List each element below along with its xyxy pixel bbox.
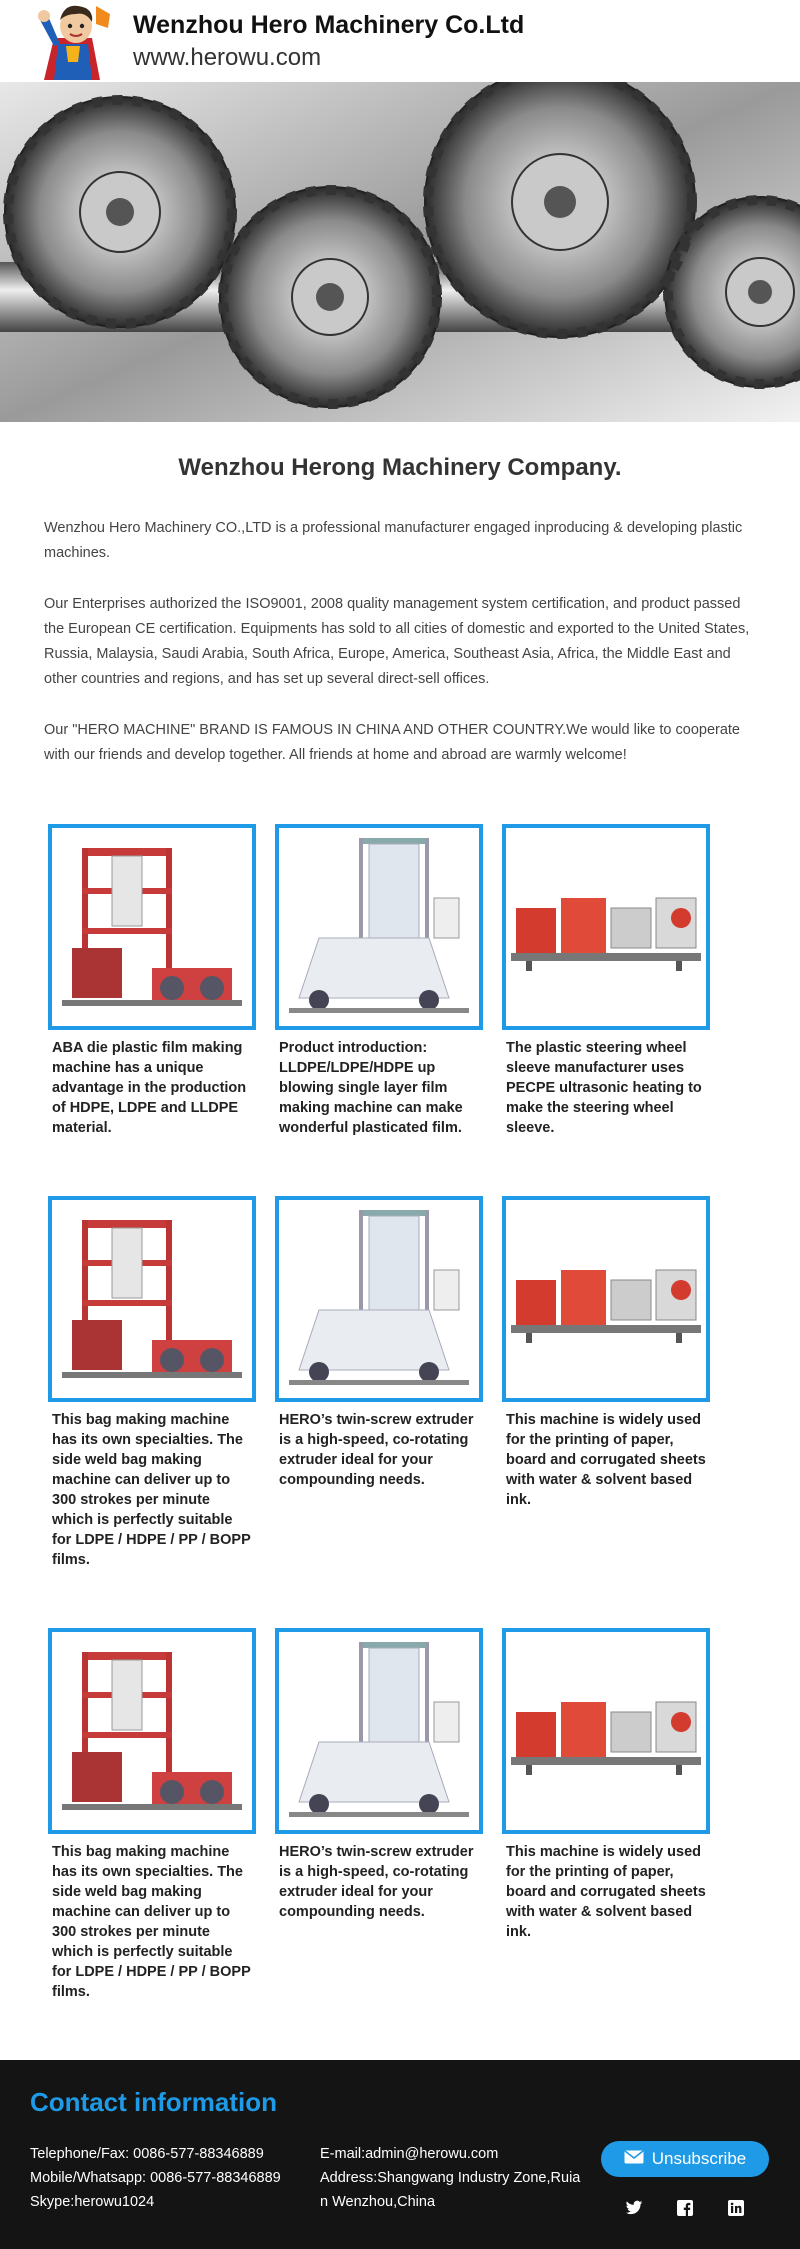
product-caption: ABA die plastic film making machine has a unique advantage in the production of HDPE, LDPE and LLDPE material. (52, 1040, 247, 1136)
product-row (48, 824, 800, 1138)
intro-paragraph: Our "HERO MACHINE" BRAND IS FAMOUS IN CHINA AND OTHER COUNTRY.We would like to cooperate with our friends and develop together. All friends at home and abroad are warmly welcome! (44, 722, 740, 763)
product-card[interactable] (48, 1628, 256, 2002)
contact-footer (0, 2060, 800, 2249)
film-blowing-machine-white-image[interactable] (275, 1628, 483, 1834)
company-title: Wenzhou Hero Machinery Co.Ltd (133, 11, 525, 39)
products-grid (0, 794, 800, 2002)
product-caption: This bag making machine has its own specialties. The side weld bag making machine can deliver up to 300 strokes per minute which is perfectly suitable for LDPE / HDPE / PP / BOPP films. (52, 1844, 251, 2000)
product-caption: This machine is widely used for the printing of paper, board and corrugated sheets with water & solvent based ink. (506, 1844, 706, 1940)
unsubscribe-label: Unsubscribe (651, 2149, 747, 2168)
film-blowing-machine-red-image[interactable] (48, 1196, 256, 1402)
film-blowing-machine-red-image[interactable] (48, 1628, 256, 1834)
product-card[interactable] (502, 824, 710, 1138)
intro-paragraph: Wenzhou Hero Machinery CO.,LTD is a professional manufacturer engaged inproducing & developing plastic machines. (44, 520, 743, 561)
hero-banner-gears-image (0, 82, 800, 422)
envelope-icon (624, 2149, 644, 2169)
product-caption: This bag making machine has its own specialties. The side weld bag making machine can deliver up to 300 strokes per minute which is perfectly suitable for LDPE / HDPE / PP / BOPP films. (52, 1412, 251, 1568)
site-header (0, 0, 800, 82)
unsubscribe-button[interactable] (601, 2141, 769, 2177)
product-caption: Product introduction: LLDPE/LDPE/HDPE up blowing single layer film making machine can make wonderful plasticated film. (279, 1040, 463, 1136)
product-row (48, 1196, 800, 1570)
bag-making-machine-image[interactable] (502, 1628, 710, 1834)
product-card[interactable] (275, 1196, 483, 1570)
contact-email[interactable]: E-mail:admin@herowu.com (320, 2146, 499, 2162)
contact-telephone: Telephone/Fax: 0086-577-88346889 (30, 2146, 264, 2162)
product-card[interactable] (502, 1628, 710, 2002)
contact-heading: Contact information (30, 2087, 277, 2117)
product-caption: HERO’s twin-screw extruder is a high-speed, co-rotating extruder ideal for your compounding needs. (279, 1844, 474, 1920)
product-card[interactable] (275, 1628, 483, 2002)
twitter-icon[interactable] (623, 2197, 645, 2219)
film-blowing-machine-white-image[interactable] (275, 824, 483, 1030)
contact-email-column (320, 2142, 582, 2214)
product-card[interactable] (502, 1196, 710, 1570)
company-url[interactable]: www.herowu.com (133, 44, 322, 71)
product-caption: HERO’s twin-screw extruder is a high-speed, co-rotating extruder ideal for your compounding needs. (279, 1412, 474, 1488)
product-caption: The plastic steering wheel sleeve manufacturer uses PECPE ultrasonic heating to make the steering wheel sleeve. (506, 1040, 702, 1136)
film-blowing-machine-white-image[interactable] (275, 1196, 483, 1402)
bag-making-machine-image[interactable] (502, 824, 710, 1030)
facebook-icon[interactable] (674, 2197, 696, 2219)
product-caption: This machine is widely used for the printing of paper, board and corrugated sheets with water & solvent based ink. (506, 1412, 706, 1508)
product-row (48, 1628, 800, 2002)
contact-address: Address:Shangwang Industry Zone,Ruian Wenzhou,China (320, 2170, 581, 2210)
contact-phone-column (30, 2142, 320, 2214)
intro-section (0, 454, 800, 768)
linkedin-icon[interactable] (725, 2197, 747, 2219)
hero-mascot-logo[interactable] (36, 0, 112, 80)
bag-making-machine-image[interactable] (502, 1196, 710, 1402)
contact-mobile: Mobile/Whatsapp: 0086-577-88346889 (30, 2170, 281, 2186)
product-card[interactable] (275, 824, 483, 1138)
product-card[interactable] (48, 1196, 256, 1570)
contact-skype: Skype:herowu1024 (30, 2194, 155, 2210)
product-card[interactable] (48, 824, 256, 1138)
film-blowing-machine-red-image[interactable] (48, 824, 256, 1030)
intro-heading: Wenzhou Herong Machinery Company. (178, 454, 622, 481)
intro-paragraph: Our Enterprises authorized the ISO9001, 2008 quality management system certification, and product passed the European CE certification. Equipments has sold to all cities of domestic and exported to the United States, Russia, Malaysia, Saudi Arabia, South Africa, Europe, America, Southeast Asia, Africa, the Middle East and other countries and regions, and has set up several direct-sell offices. (44, 596, 750, 687)
